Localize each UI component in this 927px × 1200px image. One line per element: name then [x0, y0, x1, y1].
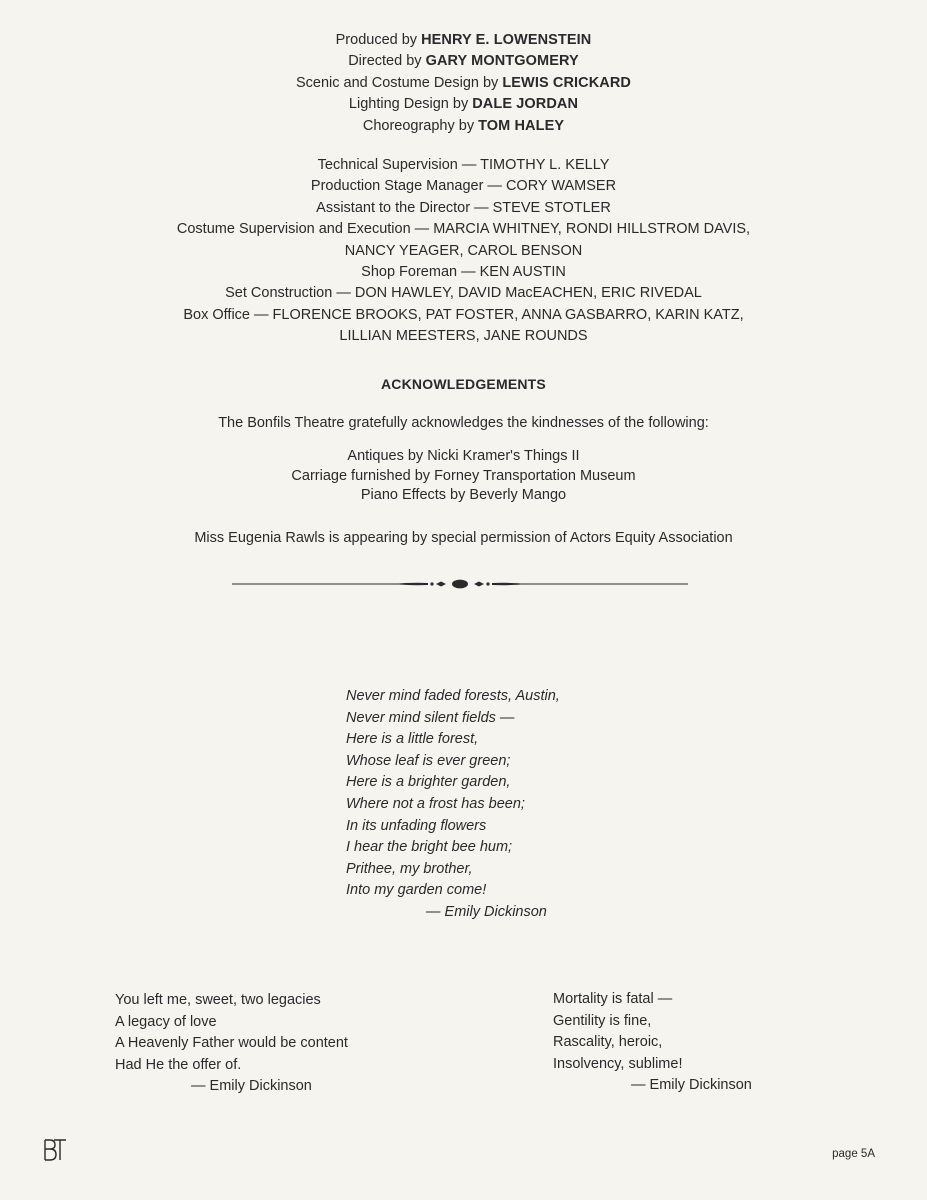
poem-line: Whose leaf is ever green;	[346, 752, 511, 769]
acknowledgements-heading: ACKNOWLEDGEMENTS	[381, 376, 546, 392]
staff-line: Costume Supervision and Execution — MARCIA WHITNEY, RONDI HILLSTROM DAVIS,	[176, 221, 751, 238]
acknowledgements-list	[0, 447, 927, 506]
poem-line: Here is a brighter garden,	[346, 774, 511, 791]
staff-line: Shop Foreman — KEN AUSTIN	[361, 264, 566, 281]
poem-line: Mortality is fatal —	[553, 991, 673, 1007]
staff-line: Assistant to the Director — STEVE STOTLER	[316, 199, 611, 216]
dickinson-poem-legacies	[115, 990, 348, 1098]
dickinson-poem-main	[346, 686, 560, 924]
staff-line: Technical Supervision — TIMOTHY L. KELLY	[317, 157, 610, 173]
credit-line: Scenic and Costume Design by LEWIS CRICKARD	[296, 74, 631, 91]
poem-line: I hear the bright bee hum;	[346, 839, 513, 856]
poem-line: A Heavenly Father would be content	[115, 1035, 348, 1052]
production-credits	[0, 30, 927, 137]
poem-line: Had He the offer of.	[115, 1056, 242, 1073]
staff-line: Production Stage Manager — CORY WAMSER	[310, 178, 617, 195]
dickinson-poem-mortality	[553, 989, 752, 1097]
staff-line: Box Office — FLORENCE BROOKS, PAT FOSTER, ANNA GASBARRO, KARIN KATZ,	[183, 306, 744, 323]
credit-line: Choreography by TOM HALEY	[362, 117, 565, 134]
acknowledgements-intro: The Bonfils Theatre gratefully acknowledges the kindnesses of the following:	[218, 415, 709, 431]
poem-attribution: — Emily Dickinson	[631, 1077, 752, 1094]
staff-line: NANCY YEAGER, CAROL BENSON	[344, 242, 583, 259]
ornamental-divider	[232, 576, 688, 592]
poem-line: Into my garden come!	[346, 882, 487, 899]
poem-line: Gentility is fine,	[553, 1012, 652, 1029]
credit-line: Produced by HENRY E. LOWENSTEIN	[335, 32, 592, 48]
bonfils-theatre-logo	[43, 1138, 67, 1162]
poem-line: Where not a frost has been;	[346, 795, 525, 812]
staff-list	[0, 155, 927, 348]
acknowledgement-item: Piano Effects by Beverly Mango	[360, 487, 567, 503]
poem-line: Here is a little forest,	[346, 731, 479, 748]
poem-line: Prithee, my brother,	[346, 860, 473, 877]
staff-line: Set Construction — DON HAWLEY, DAVID MacEACHEN, ERIC RIVEDAL	[225, 285, 702, 302]
poem-line: Never mind silent fields —	[346, 709, 515, 726]
page-number: page 5A	[832, 1148, 875, 1160]
poem-line: Rascality, heroic,	[553, 1034, 663, 1051]
poem-line: You left me, sweet, two legacies	[115, 992, 321, 1008]
staff-line: LILLIAN MEESTERS, JANE ROUNDS	[339, 328, 588, 345]
poem-line: A legacy of love	[115, 1013, 217, 1030]
poem-attribution: — Emily Dickinson	[426, 903, 547, 920]
poem-line: Insolvency, sublime!	[553, 1055, 683, 1072]
acknowledgement-item: Carriage furnished by Forney Transportation Museum	[291, 467, 636, 484]
poem-line: Never mind faded forests, Austin,	[346, 688, 560, 704]
equity-note: Miss Eugenia Rawls is appearing by special permission of Actors Equity Association	[194, 530, 733, 546]
credit-line: Lighting Design by DALE JORDAN	[348, 96, 579, 113]
acknowledgement-item: Antiques by Nicki Kramer's Things II	[347, 448, 580, 464]
poem-line: In its unfading flowers	[346, 817, 487, 834]
credit-line: Directed by GARY MONTGOMERY	[348, 53, 579, 70]
poem-attribution: — Emily Dickinson	[191, 1078, 312, 1095]
